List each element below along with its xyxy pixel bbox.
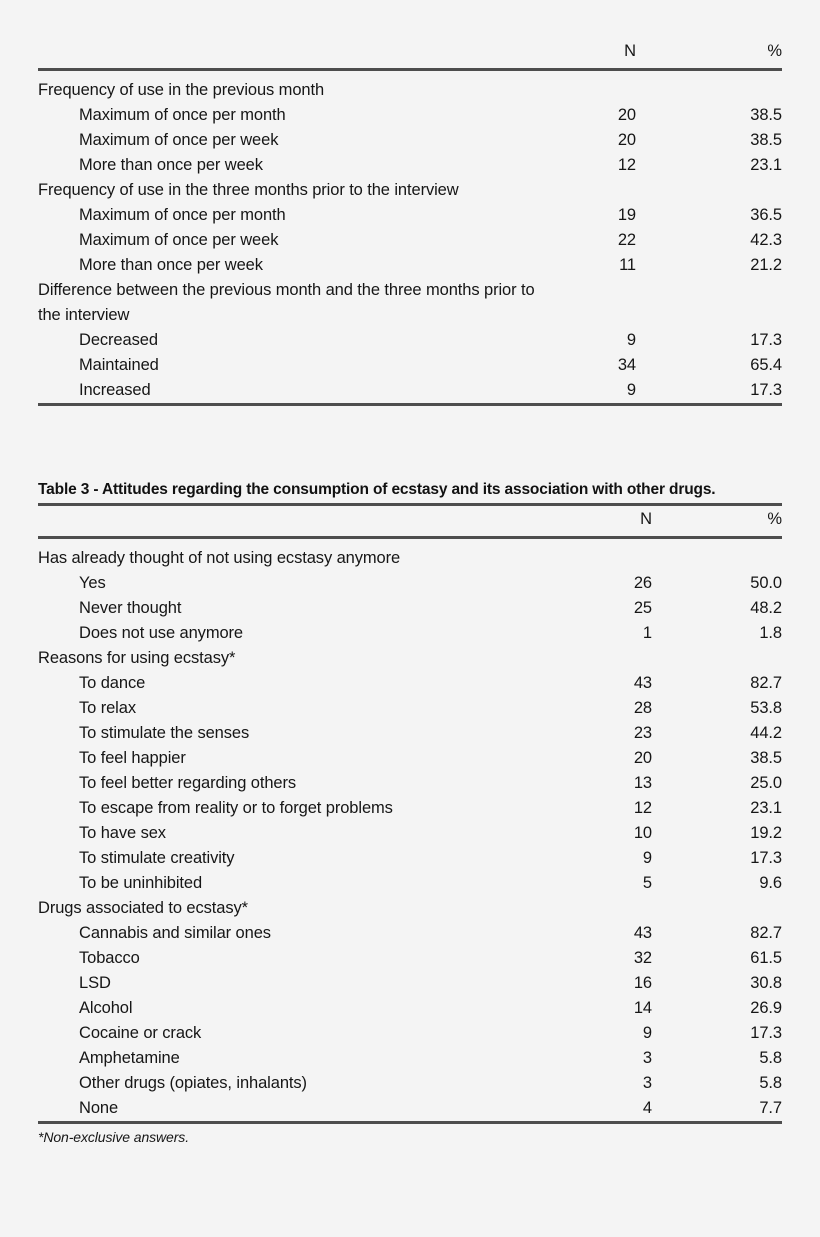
row-pct-value: 23.1: [750, 156, 782, 174]
row-item-label: To be uninhibited: [79, 874, 203, 892]
table-row: [38, 353, 782, 378]
table-row: [38, 228, 782, 253]
row-n-value: 9: [642, 849, 652, 867]
table-row: [38, 203, 782, 228]
row-group-label: Reasons for using ecstasy*: [38, 649, 236, 667]
row-n-value: 20: [617, 106, 636, 124]
row-n-value: 32: [633, 949, 652, 967]
row-n-value: 3: [642, 1074, 652, 1092]
row-item-label: LSD: [79, 974, 111, 992]
table-row: [38, 1046, 782, 1071]
row-n-value: 12: [633, 799, 652, 817]
table-row: [38, 546, 782, 571]
row-pct-value: 21.2: [750, 256, 782, 274]
row-item-label: Amphetamine: [79, 1049, 180, 1067]
table-row: [38, 621, 782, 646]
row-pct-value: 7.7: [759, 1099, 782, 1117]
row-n-value: 25: [633, 599, 652, 617]
row-item-label: Does not use anymore: [79, 624, 244, 642]
row-item-label: To stimulate the senses: [79, 724, 250, 742]
row-pct-value: 5.8: [759, 1074, 782, 1092]
table-3: [38, 478, 782, 1147]
row-n-value: 23: [633, 724, 652, 742]
table-row: [38, 846, 782, 871]
row-pct-value: 42.3: [750, 231, 782, 249]
row-group-label: Frequency of use in the three months prior to the interview: [38, 181, 459, 199]
row-pct-value: 38.5: [750, 749, 782, 767]
row-item-label: Maximum of once per month: [79, 206, 286, 224]
row-n-value: 19: [617, 206, 636, 224]
table-row: [38, 821, 782, 846]
table-row: [38, 596, 782, 621]
row-item-label: To feel better regarding others: [79, 774, 297, 792]
row-item-label: Yes: [79, 574, 106, 592]
row-pct-value: 23.1: [750, 799, 782, 817]
row-pct-value: 82.7: [750, 674, 782, 692]
row-item-label: More than once per week: [79, 156, 263, 174]
row-group-label: Has already thought of not using ecstasy anymore: [38, 549, 401, 567]
table-row: [38, 1071, 782, 1096]
table-row: [38, 571, 782, 596]
row-group-label: Frequency of use in the previous month: [38, 81, 325, 99]
table-row: [38, 921, 782, 946]
row-pct-value: 30.8: [750, 974, 782, 992]
row-n-value: 28: [633, 699, 652, 717]
row-item-label: To have sex: [79, 824, 166, 842]
row-n-value: 5: [642, 874, 652, 892]
row-n-value: 43: [633, 674, 652, 692]
row-item-label: To relax: [79, 699, 136, 717]
table-row: [38, 253, 782, 278]
row-n-value: 4: [642, 1099, 652, 1117]
table-row: [38, 646, 782, 671]
row-pct-value: 38.5: [750, 131, 782, 149]
row-item-label: Tobacco: [79, 949, 140, 967]
table-3-header-n: N: [640, 510, 652, 528]
table-row: [38, 721, 782, 746]
row-pct-value: 25.0: [750, 774, 782, 792]
row-pct-value: 82.7: [750, 924, 782, 942]
row-group-label: Difference between the previous month and the three months prior to the interview: [38, 281, 535, 324]
row-pct-value: 50.0: [750, 574, 782, 592]
table-2-body-gap: [38, 71, 782, 78]
row-n-value: 12: [617, 156, 636, 174]
row-pct-value: 1.8: [759, 624, 782, 642]
table-row: [38, 78, 782, 103]
row-pct-value: 17.3: [750, 849, 782, 867]
row-item-label: To escape from reality or to forget problems: [79, 799, 393, 817]
table-3-body: [38, 546, 782, 1121]
row-n-value: 3: [642, 1049, 652, 1067]
row-item-label: Cocaine or crack: [79, 1024, 202, 1042]
table-2-body: [38, 78, 782, 403]
table-2: [38, 38, 782, 406]
table-2-bottom-rule: [38, 403, 782, 406]
row-item-label: To stimulate creativity: [79, 849, 235, 867]
table-row: [38, 996, 782, 1021]
row-n-value: 9: [642, 1024, 652, 1042]
row-item-label: Increased: [79, 381, 151, 399]
table-row: [38, 746, 782, 771]
table-row: [38, 696, 782, 721]
row-n-value: 20: [617, 131, 636, 149]
row-n-value: 43: [633, 924, 652, 942]
row-n-value: 14: [633, 999, 652, 1017]
table-3-body-gap: [38, 539, 782, 546]
row-item-label: Never thought: [79, 599, 182, 617]
row-pct-value: 17.3: [750, 381, 782, 399]
row-n-value: 10: [633, 824, 652, 842]
row-n-value: 9: [626, 331, 636, 349]
table-2-column-header-row: [38, 38, 782, 64]
table-row: [38, 1021, 782, 1046]
row-pct-value: 61.5: [750, 949, 782, 967]
row-pct-value: 5.8: [759, 1049, 782, 1067]
row-pct-value: 36.5: [750, 206, 782, 224]
table-row: [38, 153, 782, 178]
row-n-value: 13: [633, 774, 652, 792]
row-n-value: 1: [642, 624, 652, 642]
table-row: [38, 946, 782, 971]
table-row: [38, 896, 782, 921]
row-pct-value: 38.5: [750, 106, 782, 124]
table-3-header-pct: %: [767, 510, 782, 528]
row-n-value: 20: [633, 749, 652, 767]
table-row: [38, 796, 782, 821]
table-row: [38, 671, 782, 696]
row-item-label: Maximum of once per week: [79, 131, 279, 149]
row-pct-value: 65.4: [750, 356, 782, 374]
row-item-label: Alcohol: [79, 999, 133, 1017]
row-n-value: 9: [626, 381, 636, 399]
row-item-label: Decreased: [79, 331, 158, 349]
row-n-value: 16: [633, 974, 652, 992]
row-item-label: To dance: [79, 674, 146, 692]
row-item-label: Maximum of once per week: [79, 231, 279, 249]
row-item-label: Other drugs (opiates, inhalants): [79, 1074, 307, 1092]
row-pct-value: 17.3: [750, 331, 782, 349]
row-n-value: 11: [619, 256, 636, 274]
table-2-header-pct: %: [767, 42, 782, 60]
table-3-caption: Table 3 - Attitudes regarding the consumption of ecstasy and its association with other drugs.: [38, 481, 716, 498]
table-2-header-n: N: [624, 42, 636, 60]
row-pct-value: 44.2: [750, 724, 782, 742]
table-row: [38, 178, 782, 203]
row-n-value: 22: [617, 231, 636, 249]
row-item-label: More than once per week: [79, 256, 263, 274]
row-pct-value: 26.9: [750, 999, 782, 1017]
table-row: [38, 1096, 782, 1121]
row-pct-value: 9.6: [759, 874, 782, 892]
table-row: [38, 378, 782, 403]
row-item-label: None: [79, 1099, 119, 1117]
table-3-column-header-row: [38, 506, 782, 532]
row-item-label: Maintained: [79, 356, 159, 374]
table-row: [38, 971, 782, 996]
table-row: [38, 328, 782, 353]
row-n-value: 26: [633, 574, 652, 592]
row-item-label: Cannabis and similar ones: [79, 924, 271, 942]
row-group-label: Drugs associated to ecstasy*: [38, 899, 248, 917]
table-row: [38, 278, 782, 328]
table-row: [38, 871, 782, 896]
table-row: [38, 771, 782, 796]
table-3-footnote: *Non-exclusive answers.: [38, 1129, 189, 1145]
row-pct-value: 53.8: [750, 699, 782, 717]
row-n-value: 34: [617, 356, 636, 374]
row-item-label: Maximum of once per month: [79, 106, 286, 124]
table-row: [38, 128, 782, 153]
row-pct-value: 19.2: [750, 824, 782, 842]
table-row: [38, 103, 782, 128]
row-item-label: To feel happier: [79, 749, 186, 767]
row-pct-value: 48.2: [750, 599, 782, 617]
row-pct-value: 17.3: [750, 1024, 782, 1042]
